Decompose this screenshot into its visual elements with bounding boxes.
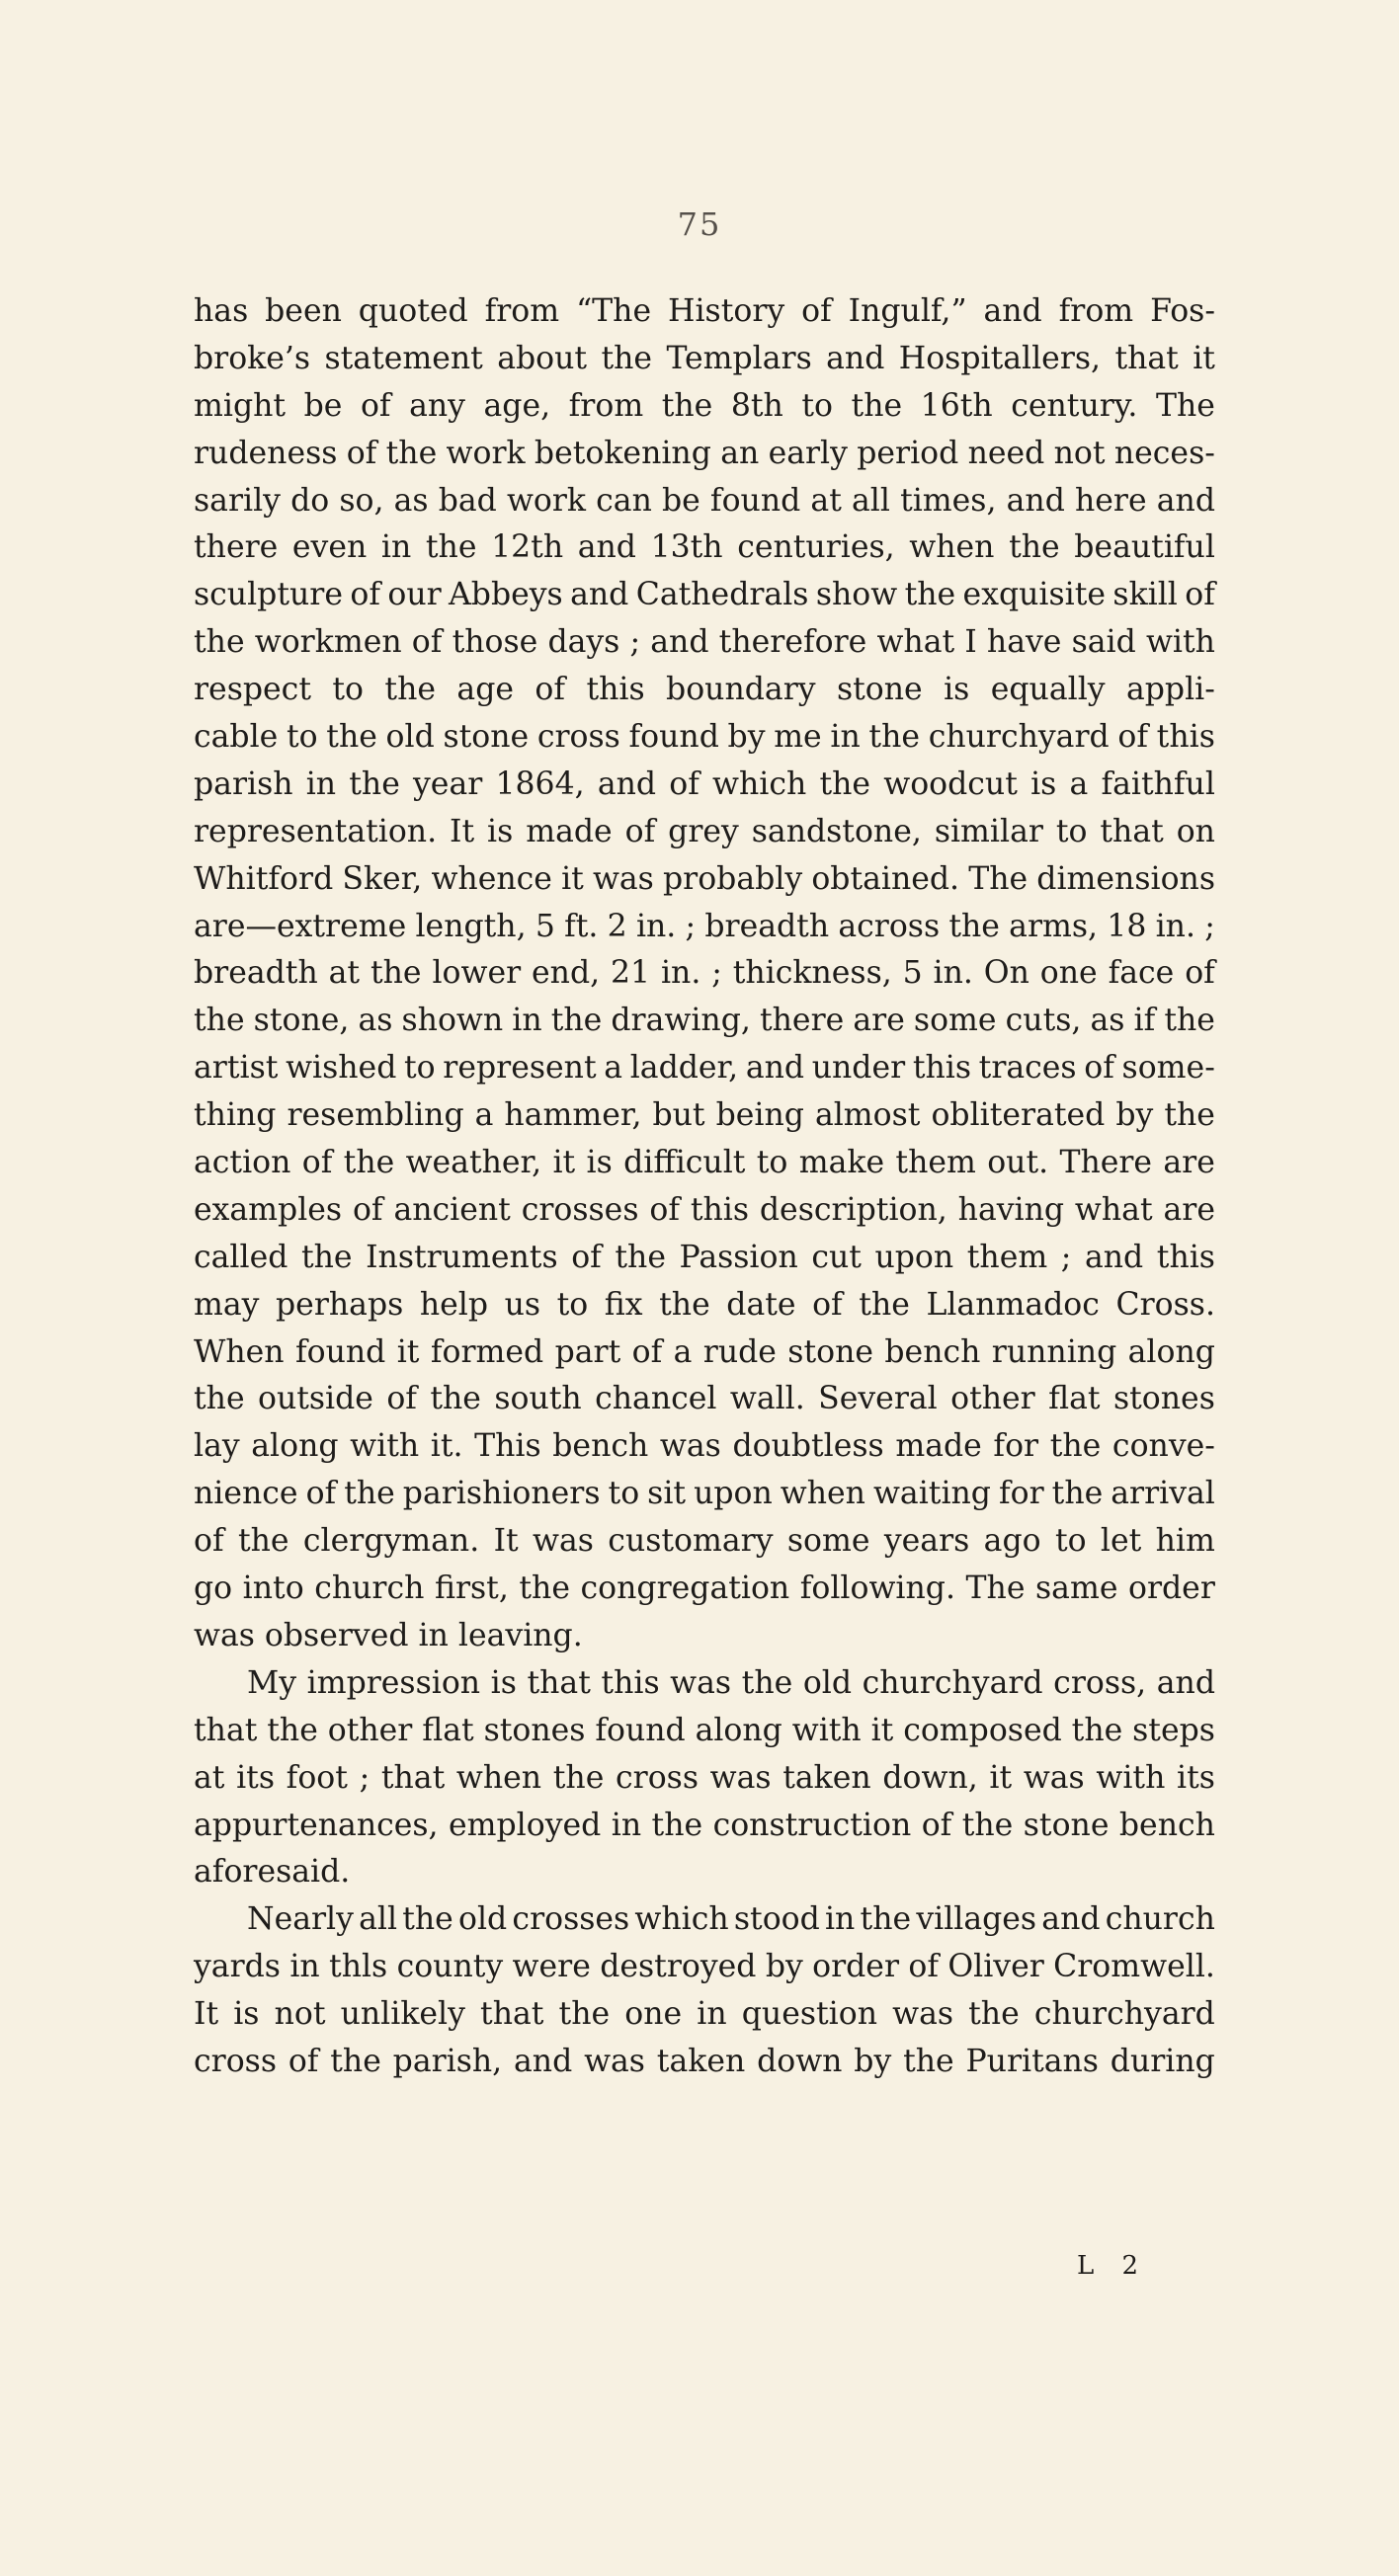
text-line: action of the weather, it is difficult to make them out. There are [194,1145,1215,1181]
text-line: at its foot ; that when the cross was taken down, it was with its [194,1759,1215,1796]
text-line: there even in the 12th and 13th centuries, when the beautiful [194,529,1215,566]
text-line: artist wished to represent a ladder, and under this traces of some- [194,1050,1215,1087]
text-line: sarily do so, as bad work can be found at all times, and here and [194,482,1215,519]
text-line: might be of any age, from the 8th to the 16th century. The [194,387,1215,424]
text-line: cross of the parish, and was taken down by the Puritans during [194,2043,1215,2079]
text-line: go into church first, the congregation following. The same order [194,1570,1215,1607]
text-line: breadth at the lower end, 21 in. ; thickness, 5 in. On one face of [194,955,1215,992]
text-line: has been quoted from “The History of Ingulf,” and from Fos- [194,293,1215,329]
text-line: respect to the age of this boundary stone is equally appli- [194,672,1215,708]
text-line: rudeness of the work betokening an early period need not neces- [194,435,1215,471]
page-number: 75 [677,205,722,243]
text-line: yards in thls county were destroyed by order of Oliver Cromwell. [194,1949,1215,1985]
paragraph [194,288,1215,1660]
paragraph [194,1896,1215,2086]
text-line: the stone, as shown in the drawing, there are some cuts, as if the [194,1003,1215,1039]
text-line: that the other flat stones found along with it composed the steps [194,1712,1215,1748]
text-line: examples of ancient crosses of this description, having what are [194,1191,1215,1228]
text-line: may perhaps help us to fix the date of the Llanmadoc Cross. [194,1286,1215,1323]
text-line: parish in the year 1864, and of which the woodcut is a faithful [194,765,1215,802]
text-line: Nearly all the old crosses which stood in the villages and church [247,1901,1215,1938]
text-line: Whitford Sker, whence it was probably obtained. The dimensions [194,860,1215,897]
text-line: the workmen of those days ; and therefore what I have said with [194,624,1215,661]
paragraph [194,1660,1215,1896]
text-line: sculpture of our Abbeys and Cathedrals show the exquisite skill of [194,577,1215,613]
text-line: representation. It is made of grey sandstone, similar to that on [194,813,1215,849]
text-line: called the Instruments of the Passion cut upon them ; and this [194,1239,1215,1275]
text-line: My impression is that this was the old churchyard cross, and [247,1664,1215,1701]
text-line: broke’s statement about the Templars and Hospitallers, that it [194,340,1215,376]
body-text [194,288,1215,2086]
text-line: was observed in leaving. [194,1617,583,1653]
text-line: the outside of the south chancel wall. Several other flat stones [194,1381,1215,1417]
text-line: When found it formed part of a rude stone bench running along [194,1333,1215,1370]
text-line: aforesaid. [194,1854,351,1891]
text-line: It is not unlikely that the one in question was the churchyard [194,1996,1215,2033]
text-line: of the clergyman. It was customary some years ago to let him [194,1523,1215,1560]
text-line: lay along with it. This bench was doubtless made for the conve- [194,1428,1215,1465]
text-line: appurtenances, employed in the construction of the stone bench [194,1807,1215,1843]
signature-mark: L 2 [1077,2251,1149,2281]
text-line: thing resembling a hammer, but being almost obliterated by the [194,1097,1215,1134]
text-line: nience of the parishioners to sit upon when waiting for the arrival [194,1476,1215,1512]
text-line: cable to the old stone cross found by me in the churchyard of this [194,719,1215,756]
text-line: are—extreme length, 5 ft. 2 in. ; breadth across the arms, 18 in. ; [194,908,1215,944]
